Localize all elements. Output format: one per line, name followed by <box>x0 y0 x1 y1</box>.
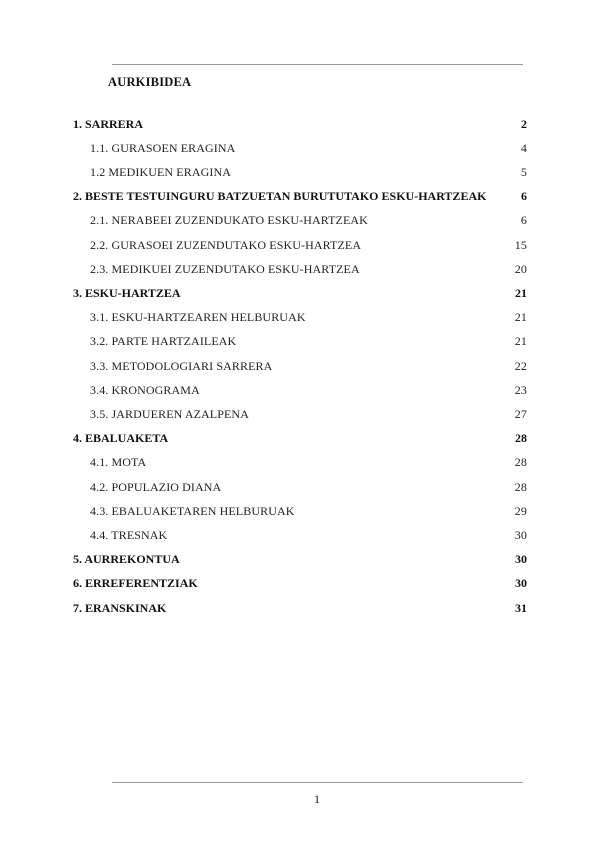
toc-entry-label: 3.4. KRONOGRAMA <box>90 382 200 397</box>
toc-entry-page: 28 <box>515 431 527 446</box>
toc-entry-label: 3.5. JARDUEREN AZALPENA <box>90 406 249 421</box>
toc-entry-label: 1. SARRERA <box>73 116 144 131</box>
toc-entry-label: 4.2. POPULAZIO DIANA <box>90 479 222 494</box>
header-rule <box>112 64 523 65</box>
toc-entry[interactable] <box>73 185 527 209</box>
toc-entry[interactable] <box>73 451 527 475</box>
toc-title: AURKIBIDEA <box>108 75 192 89</box>
toc-entry-page: 30 <box>515 552 527 567</box>
toc-entry-page: 22 <box>514 358 527 373</box>
toc-entry-label: 2.3. MEDIKUEI ZUZENDUTAKO ESKU-HARTZEA <box>90 261 360 276</box>
toc-entry[interactable] <box>73 548 527 572</box>
toc-entry-page: 20 <box>514 261 527 276</box>
toc-entry-label: 1.1. GURASOEN ERAGINA <box>90 140 236 155</box>
toc-entry-page: 29 <box>514 503 527 518</box>
footer-rule <box>112 782 523 783</box>
toc-entry-page: 28 <box>514 455 527 470</box>
toc-entry-label: 4. EBALUAKETA <box>73 431 169 446</box>
toc-entry[interactable] <box>73 499 527 523</box>
toc-entry-page: 6 <box>521 189 527 204</box>
toc-entry-label: 7. ERANSKINAK <box>73 600 167 615</box>
toc-entry-page: 28 <box>514 479 527 494</box>
toc-entry-label: 2. BESTE TESTUINGURU BATZUETAN BURUTUTAKO ESKU-HARTZEAK <box>73 189 487 204</box>
toc-entry-label: 3.3. METODOLOGIARI SARRERA <box>90 358 273 373</box>
toc-entry[interactable] <box>73 330 527 354</box>
toc-entry-page: 4 <box>520 140 527 155</box>
toc-entry-page: 21 <box>514 310 527 325</box>
toc-entry[interactable] <box>73 523 527 547</box>
toc-entry-label: 3. ESKU-HARTZEA <box>73 285 181 300</box>
toc-entry-label: 3.1. ESKU-HARTZEAREN HELBURUAK <box>90 310 306 325</box>
toc-entry[interactable] <box>73 233 527 257</box>
toc-entry-label: 4.3. EBALUAKETAREN HELBURUAK <box>90 503 295 518</box>
toc-entry-page: 21 <box>514 334 527 349</box>
toc-entry-label: 6. ERREFERENTZIAK <box>73 576 198 591</box>
toc-entry-page: 31 <box>515 600 527 615</box>
toc-entry-page: 30 <box>515 576 527 591</box>
toc-entry[interactable] <box>73 281 527 305</box>
toc-entry[interactable] <box>73 257 527 281</box>
toc-entry-label: 4.1. MOTA <box>90 455 147 470</box>
toc-entry-label: 2.1. NERABEEI ZUZENDUKATO ESKU-HARTZEAK <box>90 213 368 228</box>
toc-entry[interactable] <box>73 136 527 160</box>
toc-entry-page: 2 <box>521 116 527 131</box>
toc-entry[interactable] <box>73 209 527 233</box>
toc-entry-page: 21 <box>515 285 527 300</box>
toc-entry[interactable] <box>73 112 527 136</box>
toc-entry[interactable] <box>73 160 527 184</box>
toc-entry-label: 2.2. GURASOEI ZUZENDUTAKO ESKU-HARTZEA <box>90 237 362 252</box>
toc-entry-label: 3.2. PARTE HARTZAILEAK <box>90 334 237 349</box>
toc-entry-page: 6 <box>520 213 527 228</box>
toc-entry[interactable] <box>73 596 527 620</box>
toc-entry-page: 15 <box>514 237 527 252</box>
toc-entry-page: 23 <box>514 382 527 397</box>
toc-entry[interactable] <box>73 402 527 426</box>
toc-entry[interactable] <box>73 475 527 499</box>
toc-entry[interactable] <box>73 378 527 402</box>
toc-entry-label: 5. AURREKONTUA <box>73 552 180 567</box>
toc-entry[interactable] <box>73 354 527 378</box>
toc-entry[interactable] <box>73 306 527 330</box>
toc-entry[interactable] <box>73 572 527 596</box>
toc-entry-label: 4.4. TRESNAK <box>90 527 168 542</box>
toc-entry-page: 30 <box>514 527 527 542</box>
toc-entry-page: 5 <box>520 164 527 179</box>
toc-entry[interactable] <box>73 427 527 451</box>
toc-entry-page: 27 <box>514 406 527 421</box>
toc-entry-label: 1.2 MEDIKUEN ERAGINA <box>90 164 231 179</box>
page-number: 1 <box>314 792 320 806</box>
